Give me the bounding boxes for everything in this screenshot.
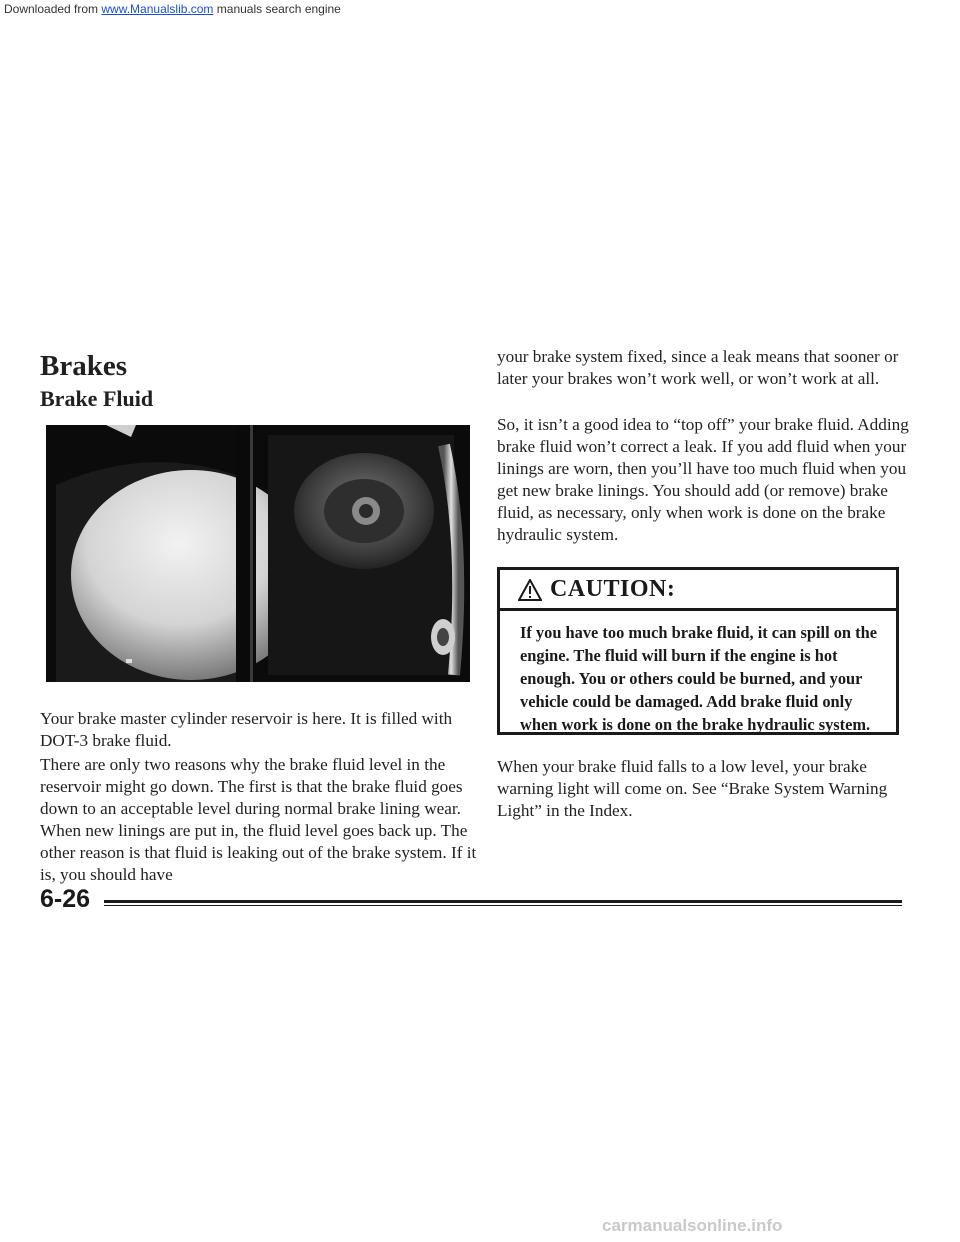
brake-reservoir-photo <box>46 425 470 682</box>
section-title: Brakes <box>40 350 127 382</box>
fluid-level-explanation: There are only two reasons why the brake fluid level in the reservoir might go down. The first is that the brake fluid goes down to an acceptable level during normal brake lining wear. When new linings are put in, the fluid level goes back up. The other reason is that fluid is leaking out of the brake system. If it is, you should have <box>40 755 477 884</box>
footer-rule-thin <box>104 905 902 906</box>
footer-rule <box>104 900 902 903</box>
download-notice <box>4 2 341 16</box>
download-prefix: Downloaded from <box>4 2 102 16</box>
caution-header <box>500 570 896 611</box>
reservoir-illustration <box>46 425 470 682</box>
top-off-advice: So, it isn’t a good idea to “top off” your brake fluid. Adding brake fluid won’t correct a leak. If you add fluid when your linings are worn, then you’ll have too much fluid when you get new brake linings. You should add (or remove) brake fluid, as necessary, only when work is done on the brake hydraulic system. <box>497 415 909 544</box>
subsection-title: Brake Fluid <box>40 386 154 411</box>
page-number: 6-26 <box>40 885 91 913</box>
manualslib-link[interactable]: www.Manualslib.com <box>101 2 214 16</box>
caution-box <box>497 567 899 735</box>
warning-light-note: When your brake fluid falls to a low level, your brake warning light will come on. See “Brake System Warning Light” in the Index. <box>497 757 888 820</box>
caution-title: CAUTION: <box>550 576 676 602</box>
leak-continuation: your brake system fixed, since a leak means that sooner or later your brakes won’t work well, or won’t work at all. <box>497 347 899 388</box>
reservoir-description: Your brake master cylinder reservoir is here. It is filled with DOT-3 brake fluid. <box>40 709 453 750</box>
warning-triangle-icon <box>518 579 542 601</box>
watermark: carmanualsonline.info <box>602 1216 783 1235</box>
download-suffix: manuals search engine <box>213 2 341 16</box>
caution-text: If you have too much brake fluid, it can spill on the engine. The fluid will burn if the engine is hot enough. You or others could be burned, and your vehicle could be damaged. Add brake fluid only when work is done on the brake hydraulic system. <box>520 623 877 734</box>
